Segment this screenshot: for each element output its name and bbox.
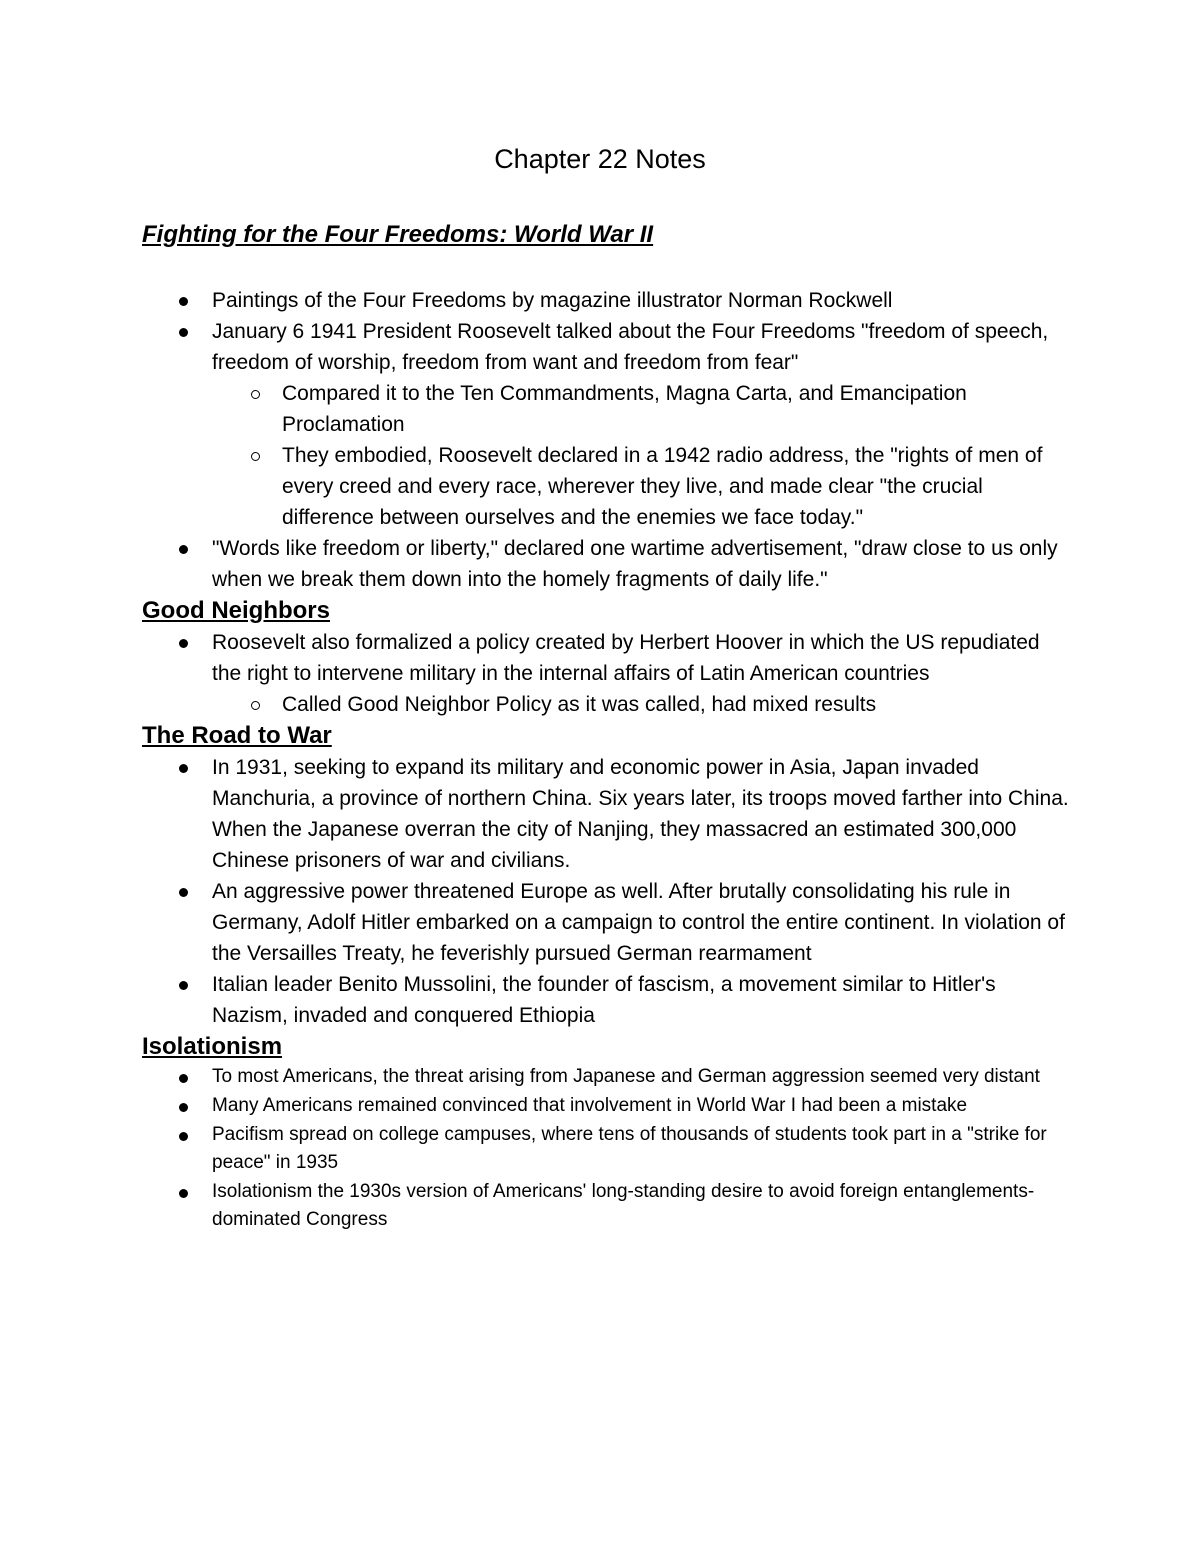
list-item: Pacifism spread on college campuses, where tens of thousands of students took part in a "strike for peace" in 1935 xyxy=(142,1121,1072,1178)
list-item: Many Americans remained convinced that involvement in World War I had been a mistake xyxy=(142,1092,1072,1121)
bullet-list-four-freedoms xyxy=(142,285,1072,595)
list-item: In 1931, seeking to expand its military and economic power in Asia, Japan invaded Manchuria, a province of northern China. Six years later, its troops moved farther into China. When the Japanese overran the city of Nanjing, they massacred an estimated 300,000 Chinese prisoners of war and civilians. xyxy=(142,752,1072,876)
section-heading-four-freedoms: Fighting for the Four Freedoms: World War II xyxy=(142,221,654,248)
sub-list-item: Called Good Neighbor Policy as it was called, had mixed results xyxy=(212,689,1072,720)
section-heading-good-neighbors: Good Neighbors xyxy=(142,597,330,624)
list-item: An aggressive power threatened Europe as well. After brutally consolidating his rule in Germany, Adolf Hitler embarked on a campaign to control the entire continent. In violation of the Versailles Treaty, he feverishly pursued German rearmament xyxy=(142,876,1072,969)
list-item: Isolationism the 1930s version of Americans' long-standing desire to avoid foreign entanglements-dominated Congress xyxy=(142,1178,1072,1235)
list-item xyxy=(142,627,1072,720)
sub-bullet-list xyxy=(212,689,1072,720)
sub-list-item: They embodied, Roosevelt declared in a 1942 radio address, the "rights of men of every creed and every race, wherever they live, and made clear "the crucial difference between ourselves and the enemies we face today." xyxy=(212,440,1072,533)
list-item-text: Roosevelt also formalized a policy created by Herbert Hoover in which the US repudiated the right to intervene military in the internal affairs of Latin American countries xyxy=(212,631,1040,685)
list-item: Italian leader Benito Mussolini, the founder of fascism, a movement similar to Hitler's Nazism, invaded and conquered Ethiopia xyxy=(142,969,1072,1031)
section-heading-isolationism: Isolationism xyxy=(142,1033,283,1060)
page-title: Chapter 22 Notes xyxy=(494,144,706,174)
list-item: "Words like freedom or liberty," declared one wartime advertisement, "draw close to us only when we break them down into the homely fragments of daily life." xyxy=(142,533,1072,595)
sub-bullet-list xyxy=(212,378,1072,533)
list-item: Paintings of the Four Freedoms by magazine illustrator Norman Rockwell xyxy=(142,285,1072,316)
list-item: To most Americans, the threat arising from Japanese and German aggression seemed very distant xyxy=(142,1063,1072,1092)
list-item xyxy=(142,316,1072,533)
sub-list-item: Compared it to the Ten Commandments, Magna Carta, and Emancipation Proclamation xyxy=(212,378,1072,440)
list-item-text: January 6 1941 President Roosevelt talked about the Four Freedoms "freedom of speech, freedom of worship, freedom from want and freedom from fear" xyxy=(212,320,1049,374)
bullet-list-isolationism xyxy=(142,1063,1072,1235)
bullet-list-road-to-war xyxy=(142,752,1072,1031)
bullet-list-good-neighbors xyxy=(142,627,1072,720)
section-heading-road-to-war: The Road to War xyxy=(142,722,332,749)
document-body xyxy=(142,218,1072,1235)
